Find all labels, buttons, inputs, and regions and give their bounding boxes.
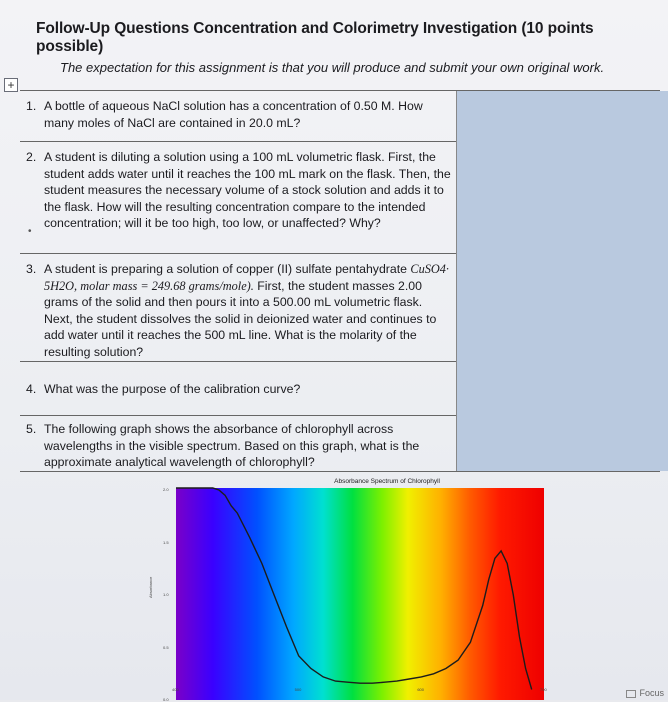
question-3	[26, 261, 454, 360]
answer-cell-4[interactable]	[456, 361, 668, 415]
answer-cell-2[interactable]	[456, 141, 668, 253]
x-tick-label: 700	[540, 687, 547, 692]
formula-text: CuSO4· 5H2O, molar mass = 249.68 grams/mole).	[44, 262, 450, 293]
question-2	[26, 149, 454, 232]
page-title: Follow-Up Questions Concentration and Colorimetry Investigation (10 points possible)	[36, 20, 594, 55]
table-row	[20, 141, 660, 254]
question-number: 2.	[26, 150, 37, 164]
y-tick-label: 2.0	[163, 487, 169, 492]
question-text: A student is diluting a solution using a 100 mL volumetric flask. First, the student adds water until it reaches the 100 mL mark on the flask. Then, the student measures the necessary volume of a stock solution and adds it to the flask. How will the resulting concentration compare to the intended concentration; will it be too high, too low, or unaffected? Why?	[44, 150, 451, 230]
spectrum-background	[176, 488, 544, 700]
question-1	[26, 98, 454, 131]
table-row	[20, 415, 660, 472]
question-text	[44, 261, 454, 360]
y-axis-label: Absorbance	[148, 576, 153, 598]
y-tick-label: 1.5	[163, 539, 169, 545]
y-tick-label: 0.0	[163, 697, 169, 702]
question-4	[26, 381, 454, 398]
question-text-part-b: First, the student masses 2.00 grams of the solid and then pours it into a 500.00 mL volumetric flask. Next, the student dissolves the solid in deionized water and continues to add water until it reaches the 500 mL line. What is the molarity of the resulting solution?	[44, 278, 437, 359]
question-number: 4.	[26, 382, 37, 396]
focus-button[interactable]	[626, 688, 664, 698]
question-text-part-a: A student is preparing a solution of copper (II) sulfate pentahydrate	[44, 262, 411, 276]
y-tick-label: 0.5	[163, 644, 169, 650]
table-row	[20, 91, 660, 142]
table-row	[20, 361, 660, 416]
answer-cell-3[interactable]	[456, 253, 668, 361]
question-number: 1.	[26, 99, 37, 113]
question-number: 3.	[26, 262, 37, 276]
question-text: A bottle of aqueous NaCl solution has a concentration of 0.50 M. How many moles of NaCl are contained in 20.0 mL?	[44, 99, 423, 130]
question-5	[26, 421, 454, 471]
add-row-icon[interactable]: +	[4, 78, 18, 92]
focus-icon	[626, 690, 636, 698]
answer-cell-1[interactable]	[456, 91, 668, 141]
questions-table	[20, 90, 660, 471]
answer-cell-5[interactable]	[456, 415, 668, 471]
focus-label: Focus	[639, 688, 664, 698]
page-subtitle: The expectation for this assignment is that you will produce and submit your own original work.	[60, 60, 605, 75]
x-tick-label: 600	[417, 687, 425, 692]
x-tick-label: 500	[294, 687, 302, 692]
x-tick-label: 400	[172, 687, 179, 692]
question-number: 5.	[26, 422, 37, 436]
chart-title: Absorbance Spectrum of Chlorophyll	[334, 478, 440, 485]
question-text: The following graph shows the absorbance of chlorophyll across wavelengths in the visible spectrum. Based on this graph, what is the approximate analytical wavelength of chlorophyll?	[44, 422, 420, 469]
bullet-dot-icon: •	[28, 226, 32, 237]
question-text: What was the purpose of the calibration curve?	[44, 382, 301, 396]
y-tick-label: 1.0	[163, 592, 169, 597]
table-row	[20, 253, 660, 362]
chlorophyll-absorbance-chart	[140, 478, 560, 700]
